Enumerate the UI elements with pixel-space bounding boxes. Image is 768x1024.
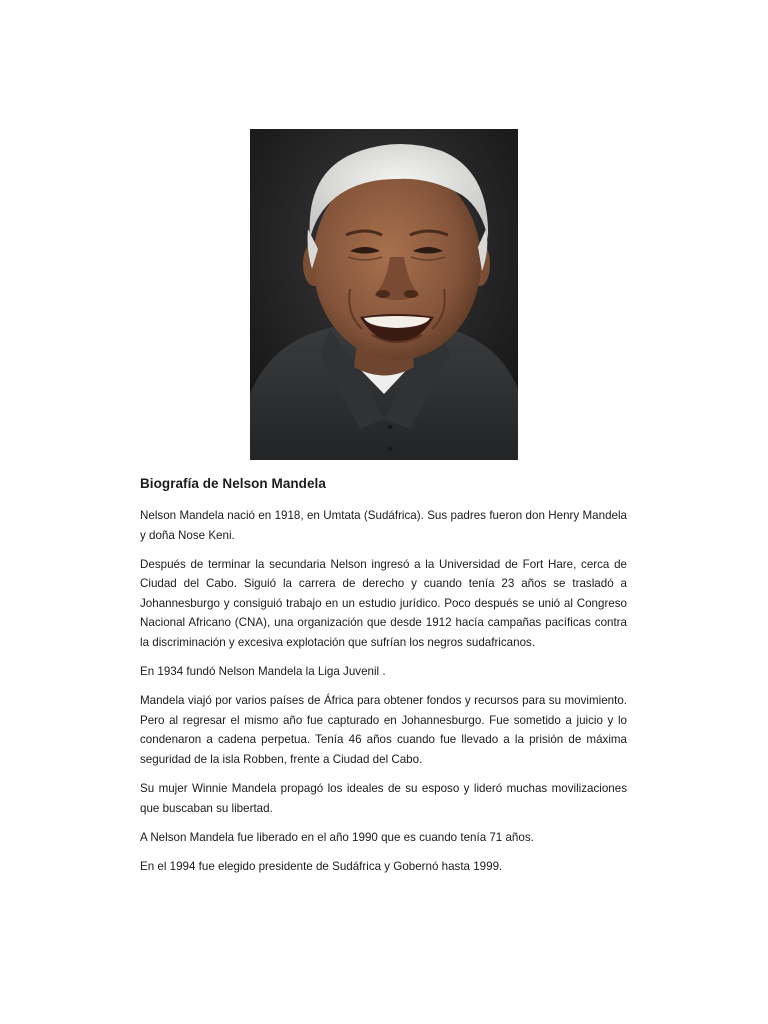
paragraph: En 1934 fundó Nelson Mandela la Liga Juvenil . [140, 665, 386, 679]
portrait-illustration [250, 129, 518, 460]
paragraph: Después de terminar la secundaria Nelson ingresó a la Universidad de Fort Hare, cerca de Ciudad del Cabo. Siguió la carrera de derecho y cuando tenía 23 años se trasladó a Johannesburgo y consiguió trabajo en un estudio jurídico. Poco después se unió al Congreso Nacional Africano (CNA), una organización que desde 1912 hacía campañas pacíficas contra la discriminación y excesiva explotación que sufrían los negros sudafricanos. [140, 557, 627, 650]
biography-text [140, 474, 627, 886]
document-title: Biografía de Nelson Mandela [140, 476, 326, 491]
paragraph: En el 1994 fue elegido presidente de Sudáfrica y Gobernó hasta 1999. [140, 859, 503, 873]
portrait-photo [250, 129, 518, 460]
paragraph: Su mujer Winnie Mandela propagó los ideales de su esposo y lideró muchas movilizaciones que buscaban su libertad. [140, 782, 627, 815]
paragraph: Nelson Mandela nació en 1918, en Umtata (Sudáfrica). Sus padres fueron don Henry Mandela y doña Nose Keni. [140, 509, 627, 542]
paragraph: Mandela viajó por varios países de África para obtener fondos y recursos para su movimiento. Pero al regresar el mismo año fue capturado en Johannesburgo. Fue sometido a juicio y lo condenaron a cadena perpetua. Tenía 46 años cuando fue llevado a la prisión de máxima seguridad de la isla Robben, frente a Ciudad del Cabo. [140, 694, 627, 767]
paragraph: A Nelson Mandela fue liberado en el año 1990 que es cuando tenía 71 años. [140, 830, 534, 844]
